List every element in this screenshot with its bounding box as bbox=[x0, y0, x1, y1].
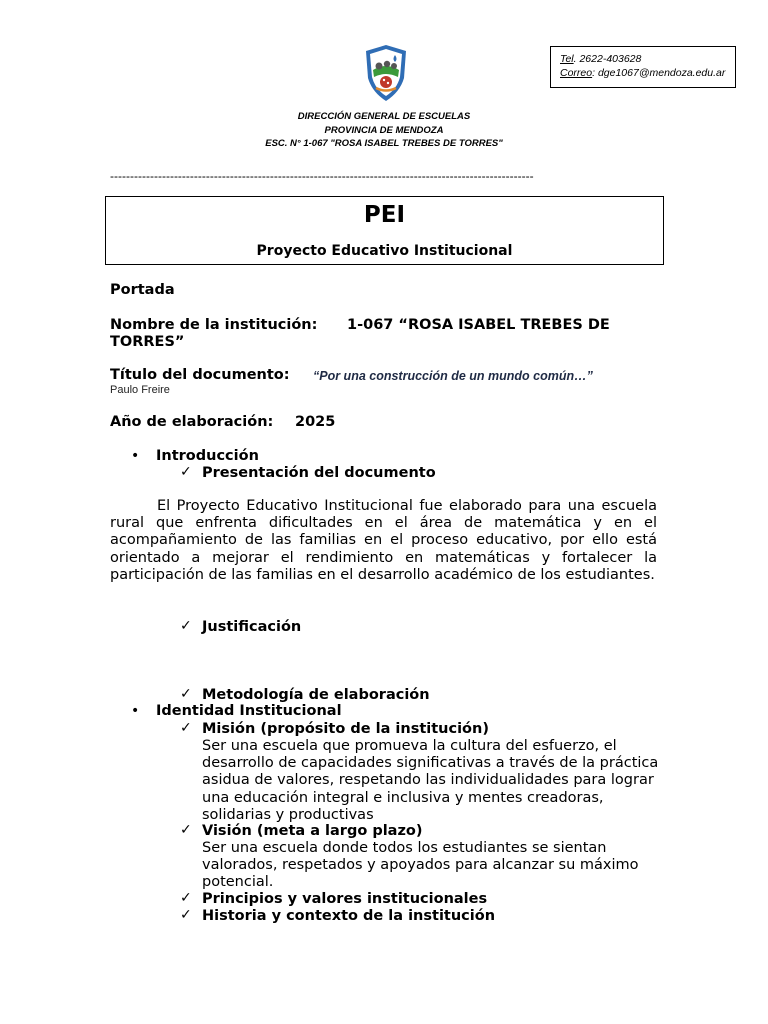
school-shield-logo bbox=[364, 44, 408, 102]
year-value: 2025 bbox=[295, 414, 336, 430]
checkmark-icon: ✓ bbox=[180, 720, 192, 736]
email-value: : dge1067@mendoza.edu.ar bbox=[592, 67, 726, 79]
phone-label: Tel bbox=[560, 53, 574, 65]
mission-text: Ser una escuela que promueva la cultura del esfuerzo, el desarrollo de capacidades significativas a través de la práctica asidua de valores, respetando las individualidades para lograr una educación integral e inclusiva y mentes creadoras, solidarias y productivas bbox=[202, 738, 659, 823]
checkmark-icon: ✓ bbox=[180, 686, 192, 702]
item-mission: Misión (propósito de la institución) bbox=[202, 721, 489, 737]
doc-title-author: Paulo Freire bbox=[110, 384, 170, 396]
institution-header bbox=[200, 110, 568, 151]
checkmark-icon: ✓ bbox=[180, 822, 192, 838]
title-box bbox=[105, 196, 664, 265]
institution-value-line2: TORRES” bbox=[110, 334, 185, 350]
item-justification: Justificación bbox=[202, 619, 302, 635]
bullet-icon: • bbox=[131, 448, 140, 464]
item-methodology: Metodología de elaboración bbox=[202, 687, 430, 703]
header-line-direction: DIRECCIÓN GENERAL DE ESCUELAS bbox=[297, 111, 471, 122]
institution-value-line1: 1-067 “ROSA ISABEL TREBES DE bbox=[347, 317, 610, 333]
item-presentation: Presentación del documento bbox=[202, 465, 436, 481]
dashed-separator: ---------------------------------------------------------------------------------------------------------- bbox=[110, 169, 534, 183]
checkmark-icon: ✓ bbox=[180, 890, 192, 906]
email-line bbox=[560, 66, 735, 80]
year-label: Año de elaboración: bbox=[110, 414, 274, 430]
doc-title-label: Título del documento: bbox=[110, 367, 290, 383]
document-subtitle: Proyecto Educativo Institucional bbox=[256, 243, 513, 259]
institution-label: Nombre de la institución: bbox=[110, 317, 318, 333]
contact-box bbox=[550, 46, 736, 88]
item-principles: Principios y valores institucionales bbox=[202, 891, 488, 907]
doc-title-quote: “Por una construcción de un mundo común…” bbox=[313, 369, 593, 383]
item-vision: Visión (meta a largo plazo) bbox=[202, 823, 423, 839]
checkmark-icon: ✓ bbox=[180, 618, 192, 634]
header-line-school: ESC. N° 1-067 "ROSA ISABEL TREBES DE TORRES" bbox=[265, 138, 503, 149]
document-title: PEI bbox=[363, 202, 406, 228]
phone-value: . 2622-403628 bbox=[573, 53, 642, 65]
phone-line bbox=[560, 52, 735, 66]
cover-heading: Portada bbox=[110, 282, 175, 298]
checkmark-icon: ✓ bbox=[180, 464, 192, 480]
section-introduction: Introducción bbox=[156, 448, 259, 464]
section-identity: Identidad Institucional bbox=[156, 703, 342, 719]
vision-text: Ser una escuela donde todos los estudiantes se sientan valorados, respetados y apoyados para alcanzar su máximo potencial. bbox=[202, 840, 639, 891]
email-label: Correo bbox=[560, 67, 593, 79]
item-history: Historia y contexto de la institución bbox=[202, 908, 496, 924]
checkmark-icon: ✓ bbox=[180, 907, 192, 923]
introduction-paragraph bbox=[110, 498, 657, 584]
bullet-icon: • bbox=[131, 703, 140, 719]
introduction-paragraph-text: El Proyecto Educativo Institucional fue elaborado para una escuela rural que enfrenta dificultades en el área de matemática y en el acompañamiento de las familias en el proceso educativo, por ello está orientado a mejorar el rendimiento en matemáticas y fortalecer la participación de las familias en el desarrollo académico de los estudiantes. bbox=[110, 498, 657, 583]
header-line-province: PROVINCIA DE MENDOZA bbox=[324, 124, 444, 136]
